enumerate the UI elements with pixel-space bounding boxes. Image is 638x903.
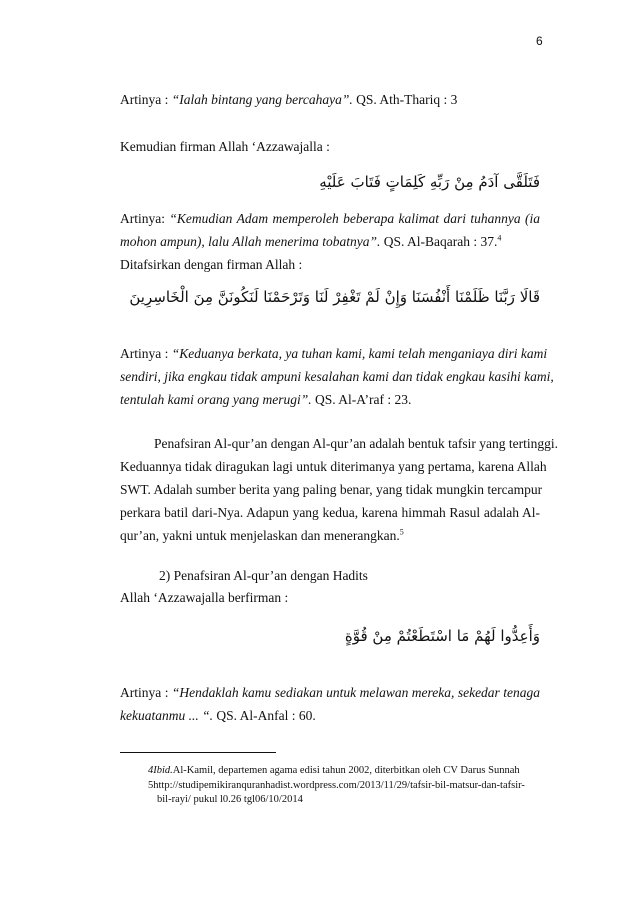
surah-reference: QS. Al-Anfal : 60. bbox=[212, 708, 316, 723]
paragraph-line: perkara batil dari-Nya. Adapun yang kedua, karena himmah Rasul adalah Al- bbox=[120, 505, 540, 520]
quote-text: mohon ampun), lalu Allah menerima tobatnya”. bbox=[120, 234, 381, 249]
footnote-divider bbox=[120, 752, 276, 753]
arabic-verse-al-anfal: وَأَعِدُّوا لَهُمْ مَا اسْتَطَعْتُمْ مِنْ قُوَّةٍ bbox=[344, 627, 540, 645]
footnote-mark: 4 bbox=[497, 233, 502, 243]
page-number: 6 bbox=[536, 34, 543, 48]
artinya-label: Artinya bbox=[120, 346, 162, 361]
footnote-5-line-2: bil-rayi/ pukul l0.26 tgl06/10/2014 bbox=[157, 794, 303, 805]
quote-text: kekuatanmu ... “. bbox=[120, 708, 213, 723]
paragraph-line bbox=[120, 527, 540, 545]
footnote-text: Al-Kamil, departemen agama edisi tahun 2002, diterbitkan oleh CV Darus Sunnah bbox=[172, 765, 520, 776]
paragraph-line: SWT. Adalah sumber berita yang paling benar, yang tidak mungkin tercampur bbox=[120, 482, 543, 497]
quote-text: “Keduanya berkata, ya tuhan kami, kami telah menganiaya diri kami bbox=[171, 346, 548, 361]
quote-text: “Hendaklah kamu sediakan untuk melawan mereka, sekedar tenaga bbox=[171, 685, 540, 700]
footnote-5-line-1: 5http://studipemikiranquranhadist.wordpress.com/2013/11/29/tafsir-bil-matsur-dan-tafsir- bbox=[148, 780, 525, 791]
footnote-4 bbox=[148, 764, 520, 778]
paragraph-line: Keduannya tidak diragukan lagi untuk diterimanya yang pertama, karena Allah bbox=[120, 459, 547, 474]
artinya-label: Artinya bbox=[120, 92, 162, 107]
separator: : bbox=[161, 346, 172, 361]
paragraph-line: Penafsiran Al-qur’an dengan Al-qur’an adalah bentuk tafsir yang tertinggi. bbox=[154, 436, 558, 451]
quote-text: “Ialah bintang yang bercahaya”. bbox=[171, 92, 353, 107]
quote-text: tentulah kami orang yang merugi”. bbox=[120, 392, 312, 407]
translation-al-araf-line-2: sendiri, jika engkau tidak ampuni kesalahan kami dan tidak engkau kasihi kami, bbox=[120, 369, 554, 384]
intro-line: Allah ‘Azzawajalla berfirman : bbox=[120, 590, 289, 605]
surah-reference: QS. Ath-Thariq : 3 bbox=[352, 92, 458, 107]
section-heading: 2) Penafsiran Al-qur’an dengan Hadits bbox=[159, 568, 368, 583]
translation-al-araf-line-1 bbox=[120, 345, 548, 363]
translation-al-araf-line-3 bbox=[120, 391, 540, 409]
surah-reference: QS. Al-A’raf : 23. bbox=[311, 392, 412, 407]
footnote-ibid: 4Ibid. bbox=[148, 765, 173, 776]
separator: : bbox=[161, 685, 172, 700]
translation-al-anfal-line-1 bbox=[120, 684, 540, 702]
translation-al-baqarah-line-1 bbox=[120, 210, 540, 228]
artinya-label: Artinya bbox=[120, 685, 162, 700]
intro-line: Kemudian firman Allah ‘Azzawajalla : bbox=[120, 139, 330, 154]
separator: : bbox=[161, 92, 172, 107]
arabic-verse-al-araf: قَالَا رَبَّنَا ظَلَمْنَا أَنْفُسَنَا وَإِنْ لَمْ تَغْفِرْ لَنَا وَتَرْحَمْنَا لَنَكُونَنَّ مِنَ الْخَاسِرِينَ bbox=[129, 288, 540, 306]
footnote-mark: 5 bbox=[399, 527, 404, 537]
quote-text: “Kemudian Adam memperoleh beberapa kalimat dari tuhannya (ia bbox=[169, 211, 541, 226]
translation-al-baqarah-line-2 bbox=[120, 233, 540, 251]
paragraph-text: qur’an, yakni untuk menjelaskan dan menerangkan. bbox=[120, 528, 400, 543]
arabic-verse-al-baqarah: فَتَلَقَّى آدَمُ مِنْ رَبِّهِ كَلِمَاتٍ فَتَابَ عَلَيْهِ bbox=[319, 173, 540, 191]
translation-al-anfal-line-2 bbox=[120, 707, 540, 725]
artinya-label: Artinya: bbox=[120, 211, 165, 226]
intro-line: Ditafsirkan dengan firman Allah : bbox=[120, 257, 303, 272]
surah-reference: QS. Al-Baqarah : 37. bbox=[380, 234, 498, 249]
translation-ath-thariq bbox=[120, 91, 540, 109]
